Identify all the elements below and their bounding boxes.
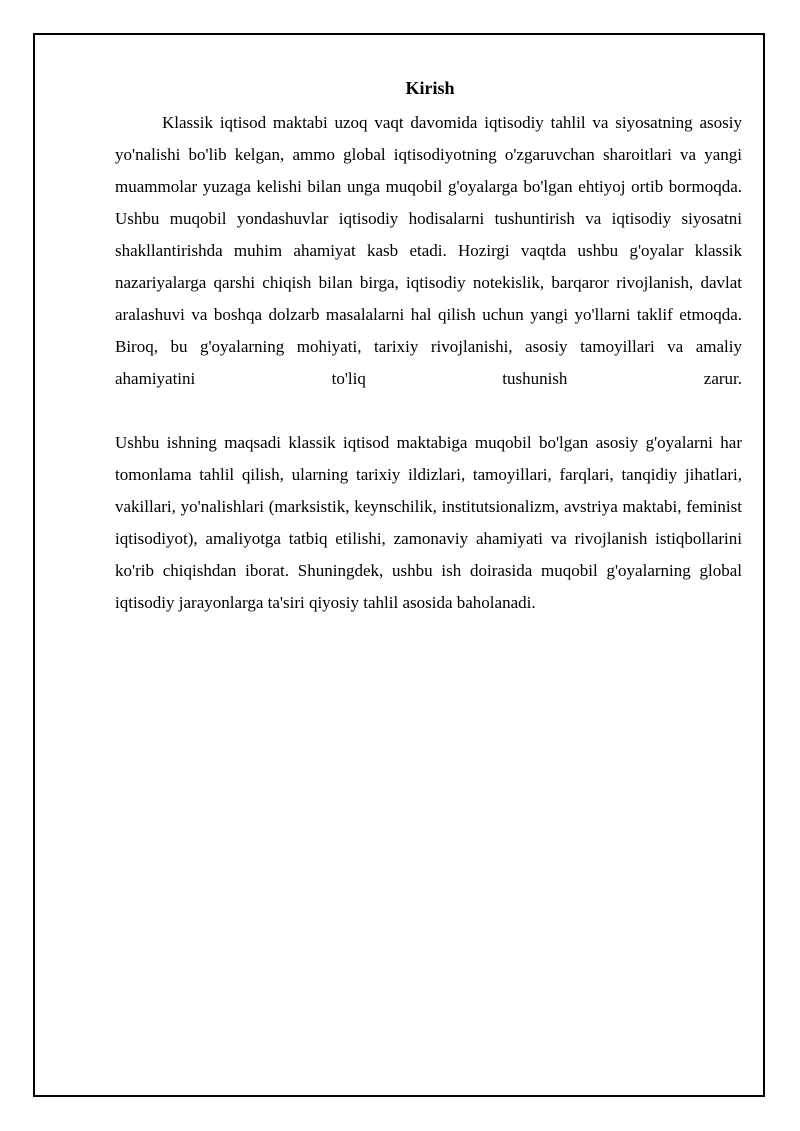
document-body <box>115 107 742 619</box>
page-title: Kirish <box>405 78 455 98</box>
purpose-paragraph: Ushbu ishning maqsadi klassik iqtisod maktabiga muqobil bo'lgan asosiy g'oyalarni har tomonlama tahlil qilish, ularning tarixiy ildizlari, tamoyillari, farqlari, tanqidiy jihatlari, vakillari, yo'nalishlari (marksistik, keynschilik, institutsionalizm, avstriya maktabi, feminist iqtisodiyot), amaliyotga tatbiq etilishi, zamonaviy ahamiyati va rivojlanish istiqbollarini ko'rib chiqishdan iborat. Shuningdek, ushbu ish doirasida muqobil g'oyalarning global iqtisodiy jarayonlarga ta'siri qiyosiy tahlil asosida baholanadi. <box>115 433 742 612</box>
intro-paragraph: Klassik iqtisod maktabi uzoq vaqt davomida iqtisodiy tahlil va siyosatning asosiy yo'nalishi bo'lib kelgan, ammo global iqtisodiyotning o'zgaruvchan sharoitlari va yangi muammolar yuzaga kelishi bilan unga muqobil g'oyalarga bo'lgan ehtiyoj ortib bormoqda. Ushbu muqobil yondashuvlar iqtisodiy hodisalarni tushuntirish va iqtisodiy siyosatni shakllantirishda muhim ahamiyat kasb etadi. Hozirgi vaqtda ushbu g'oyalar klassik nazariyalarga qarshi chiqish bilan birga, iqtisodiy notekislik, barqaror rivojlanish, davlat aralashuvi va boshqa dolzarb masalalarni hal qilish uchun yangi yo'llarni taklif etmoqda. Biroq, bu g'oyalarning mohiyati, tarixiy rivojlanishi, asosiy tamoyillari va amaliy ahamiyatini to'liq tushunish zarur. <box>115 113 742 388</box>
